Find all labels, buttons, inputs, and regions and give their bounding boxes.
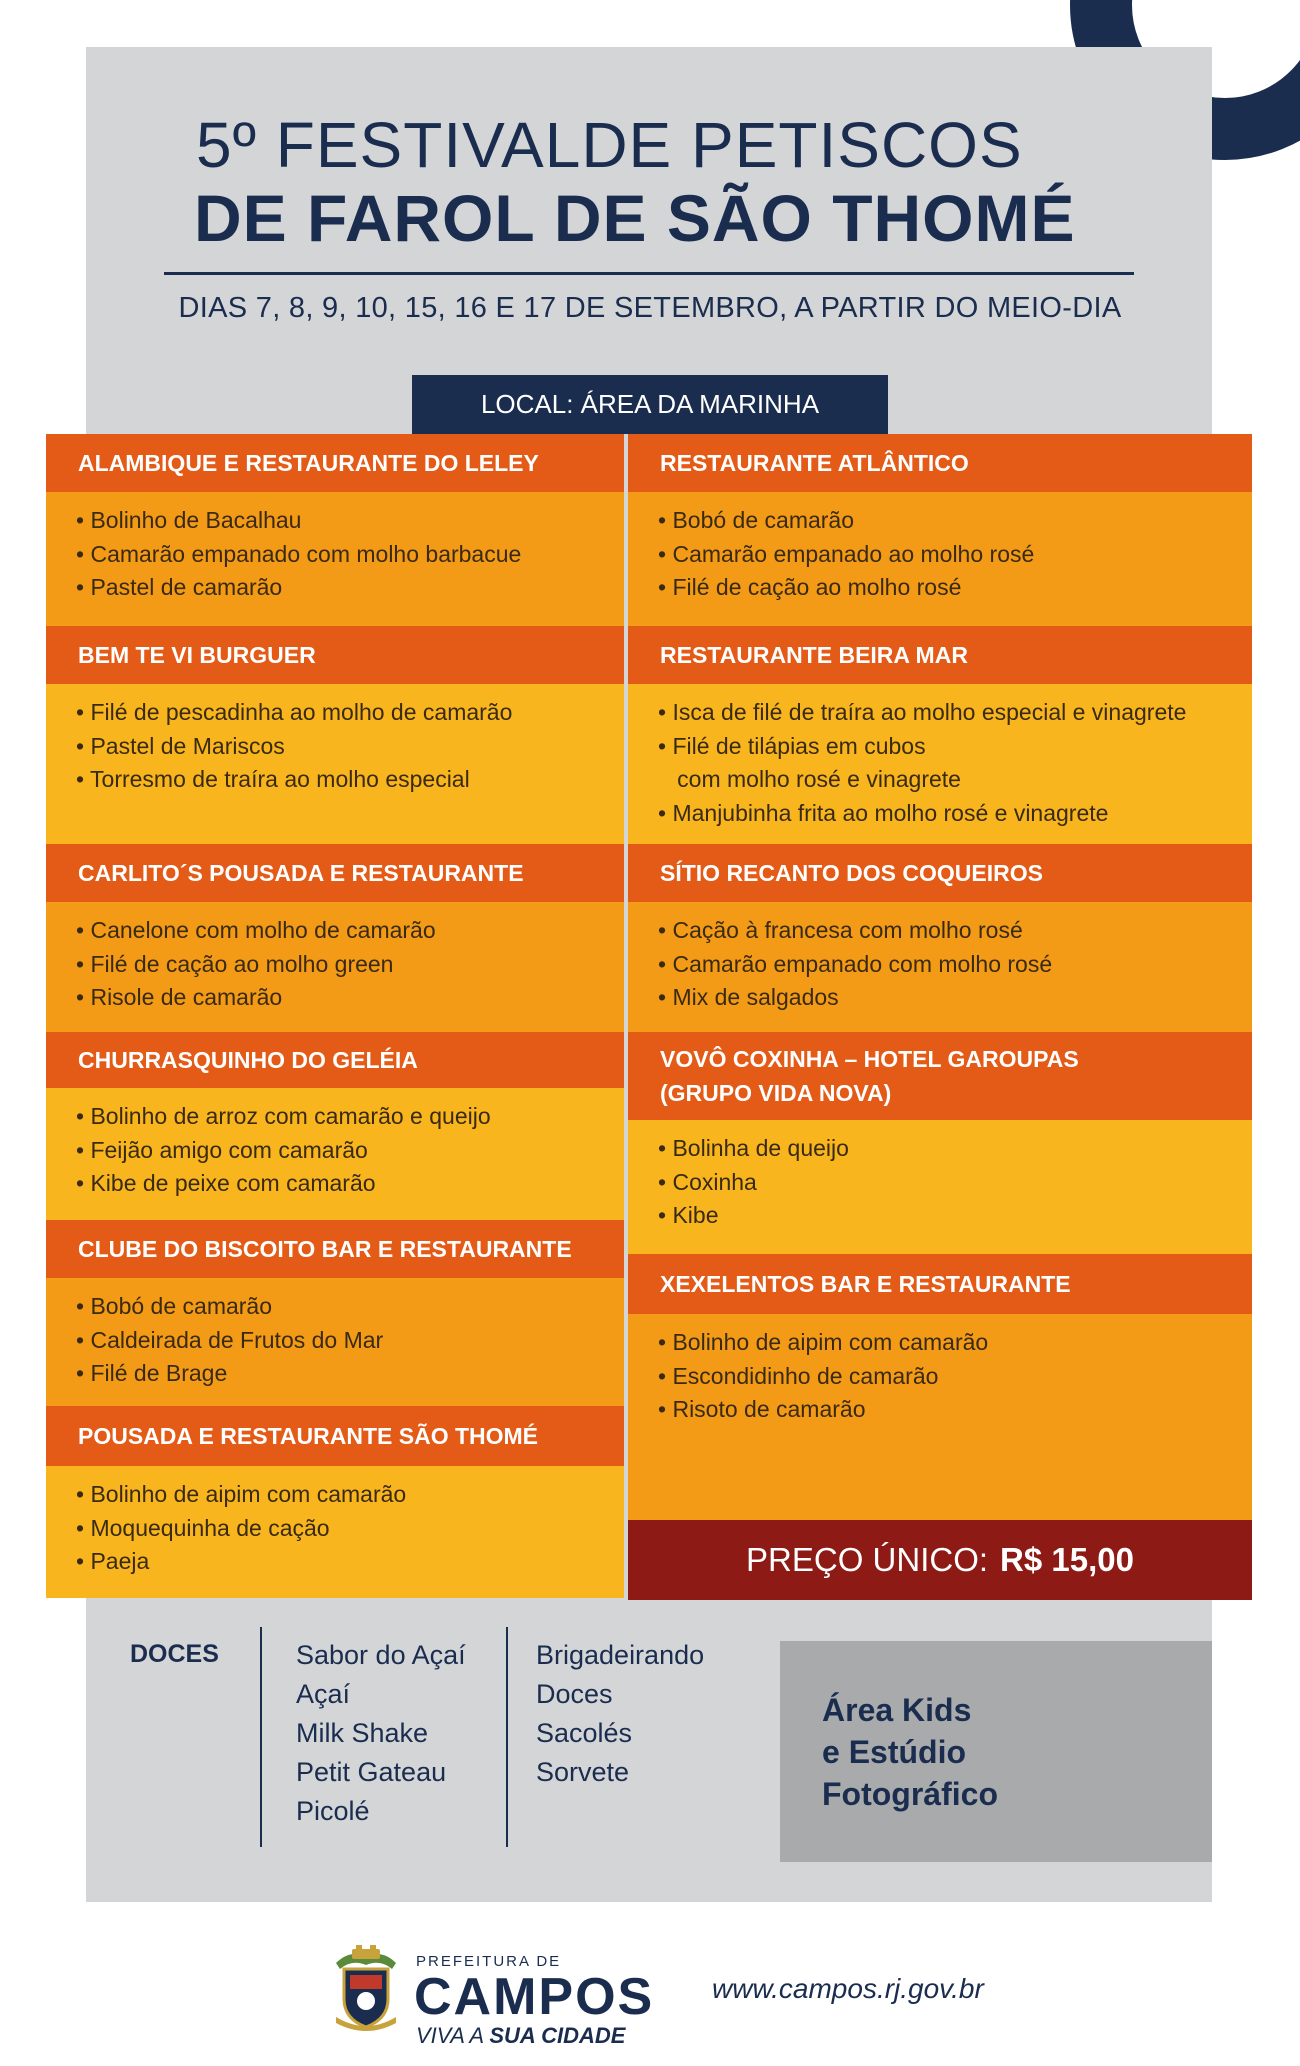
restaurant-name-header (628, 626, 1252, 684)
price-banner (628, 1520, 1252, 1600)
restaurant-name-header (46, 434, 624, 492)
dish-list (46, 1278, 624, 1406)
dish-item: • Kibe (658, 1199, 1222, 1233)
restaurant-block (628, 844, 1252, 1032)
restaurant-name-line-1: VOVÔ COXINHA – HOTEL GAROUPAS (660, 1046, 1079, 1072)
dish-item: • Feijão amigo com camarão (76, 1134, 594, 1168)
dish-item: • Filé de tilápias em cubos (658, 730, 1222, 764)
slogan-prefix: VIVA A (416, 2023, 490, 2048)
restaurant-block (46, 1032, 624, 1220)
dish-item: • Moquequinha de cação (76, 1512, 594, 1546)
dish-item: • Mix de salgados (658, 981, 1222, 1015)
doces-item: Doces (536, 1679, 613, 1709)
restaurant-name-header (628, 1032, 1252, 1120)
dish-item: • Bobó de camarão (658, 504, 1222, 538)
dish-item: • Torresmo de traíra ao molho especial (76, 763, 594, 797)
restaurant-block (46, 626, 624, 844)
doces-item: Petit Gateau (296, 1757, 447, 1787)
dish-item: • Escondidinho de camarão (658, 1360, 1222, 1394)
restaurant-block (628, 434, 1252, 626)
prefeitura-label: PREFEITURA DE (416, 1953, 562, 1970)
restaurant-name: XEXELENTOS BAR E RESTAURANTE (660, 1271, 1071, 1297)
location-banner (412, 375, 888, 434)
doces-item: Sorvete (536, 1757, 630, 1787)
dish-item: • Bolinho de Bacalhau (76, 504, 594, 538)
slogan-emphasis: SUA CIDADE (489, 2023, 626, 2048)
restaurant-name: ALAMBIQUE E RESTAURANTE DO LELEY (78, 450, 539, 476)
dish-list (628, 1120, 1252, 1254)
dish-item: • Camarão empanado ao molho rosé (658, 538, 1222, 572)
dish-item: • Bolinho de aipim com camarão (658, 1326, 1222, 1360)
dish-list (628, 492, 1252, 626)
restaurant-name-header (628, 844, 1252, 902)
restaurant-block (46, 434, 624, 626)
coat-of-arms-icon (330, 1943, 402, 2035)
dish-item: • Paeja (76, 1545, 594, 1579)
dish-item: • Camarão empanado com molho rosé (658, 948, 1222, 982)
dish-list (46, 492, 624, 626)
dish-item: • Bobó de camarão (76, 1290, 594, 1324)
restaurant-block (628, 626, 1252, 844)
dish-list (628, 1314, 1252, 1520)
restaurant-block (46, 1220, 624, 1406)
doces-item: Sacolés (536, 1718, 633, 1748)
restaurant-name-header (46, 844, 624, 902)
dish-item: • Cação à francesa com molho rosé (658, 914, 1222, 948)
dish-item: • Kibe de peixe com camarão (76, 1167, 594, 1201)
restaurant-name-header (628, 434, 1252, 492)
restaurant-name-header (628, 1254, 1252, 1314)
website-url: www.campos.rj.gov.br (712, 1973, 984, 2004)
restaurant-block (628, 1032, 1252, 1254)
campos-wordmark: CAMPOS (414, 1968, 655, 2026)
restaurant-name-header (46, 626, 624, 684)
dish-item: • Isca de filé de traíra ao molho especial e vinagrete (658, 696, 1222, 730)
kids-area-box (780, 1641, 1212, 1862)
location-text: LOCAL: ÁREA DA MARINHA (480, 389, 820, 419)
dish-item: • Coxinha (658, 1166, 1222, 1200)
slogan (416, 2023, 625, 2049)
dish-item: • Bolinha de queijo (658, 1132, 1222, 1166)
doces-item: Brigadeirando (536, 1640, 705, 1670)
restaurant-name: CARLITO´S POUSADA E RESTAURANTE (78, 860, 524, 886)
restaurant-name: RESTAURANTE ATLÂNTICO (660, 450, 969, 476)
dish-item: • Canelone com molho de camarão (76, 914, 594, 948)
restaurant-name-header (46, 1406, 624, 1466)
dish-item: • Risole de camarão (76, 981, 594, 1015)
restaurant-block (46, 1406, 624, 1598)
dish-list (46, 1466, 624, 1598)
dish-list (628, 684, 1252, 844)
kids-text-line: Área Kids (822, 1692, 972, 1728)
doces-heading: DOCES (130, 1640, 219, 1668)
price-label: PREÇO ÚNICO: (746, 1541, 989, 1578)
dish-list (628, 902, 1252, 1032)
price-value: R$ 15,00 (1000, 1541, 1134, 1578)
doces-list-1 (296, 1636, 466, 1831)
dish-list (46, 1088, 624, 1220)
dish-item: • Filé de pescadinha ao molho de camarão (76, 696, 594, 730)
doces-item: Sabor do Açaí (296, 1640, 466, 1670)
kids-text-line: Fotográfico (822, 1776, 998, 1812)
dish-item: • Bolinho de arroz com camarão e queijo (76, 1100, 594, 1134)
dish-item: • Pastel de Mariscos (76, 730, 594, 764)
doces-item: Açaí (296, 1679, 351, 1709)
restaurant-name: SÍTIO RECANTO DOS COQUEIROS (660, 860, 1043, 886)
restaurant-name: POUSADA E RESTAURANTE SÃO THOMÉ (78, 1423, 539, 1449)
dish-item: • Filé de cação ao molho rosé (658, 571, 1222, 605)
doces-list-2 (536, 1636, 704, 1792)
dish-item: • Filé de Brage (76, 1357, 594, 1391)
dish-item-continuation: com molho rosé e vinagrete (677, 766, 961, 792)
restaurant-name: CLUBE DO BISCOITO BAR E RESTAURANTE (78, 1236, 572, 1262)
kids-text-line: e Estúdio (822, 1734, 967, 1770)
restaurant-name-line-2: (GRUPO VIDA NOVA) (660, 1080, 892, 1106)
dish-list (46, 684, 624, 844)
doces-item: Milk Shake (296, 1718, 429, 1748)
dish-item: • Pastel de camarão (76, 571, 594, 605)
dish-item: • Caldeirada de Frutos do Mar (76, 1324, 594, 1358)
dish-item: • Camarão empanado com molho barbacue (76, 538, 594, 572)
restaurant-name: BEM TE VI BURGUER (78, 642, 316, 668)
restaurant-block (46, 844, 624, 1032)
left-restaurant-column (46, 434, 624, 1598)
dish-item: • Risoto de camarão (658, 1393, 1222, 1427)
dish-item: • Bolinho de aipim com camarão (76, 1478, 594, 1512)
doces-divider-1 (260, 1627, 262, 1847)
dish-item: • Manjubinha frita ao molho rosé e vinagrete (658, 797, 1222, 831)
restaurant-name-header (46, 1220, 624, 1278)
right-restaurant-column (628, 434, 1252, 1600)
restaurant-name-header (46, 1032, 624, 1088)
restaurant-block (628, 1254, 1252, 1520)
dish-list (46, 902, 624, 1032)
restaurant-name: RESTAURANTE BEIRA MAR (660, 642, 968, 668)
doces-divider-2 (506, 1627, 508, 1847)
dish-item: • Filé de cação ao molho green (76, 948, 594, 982)
title-divider (164, 272, 1134, 275)
event-dates: DIAS 7, 8, 9, 10, 15, 16 E 17 DE SETEMBRO, A PARTIR DO MEIO-DIA (178, 292, 1122, 324)
title-line-2: DE FAROL DE SÃO THOMÉ (194, 181, 1076, 255)
restaurant-name: CHURRASQUINHO DO GELÉIA (78, 1047, 418, 1073)
doces-item: Picolé (296, 1796, 370, 1826)
title-line-1: 5º FESTIVALDE PETISCOS (196, 109, 1023, 181)
